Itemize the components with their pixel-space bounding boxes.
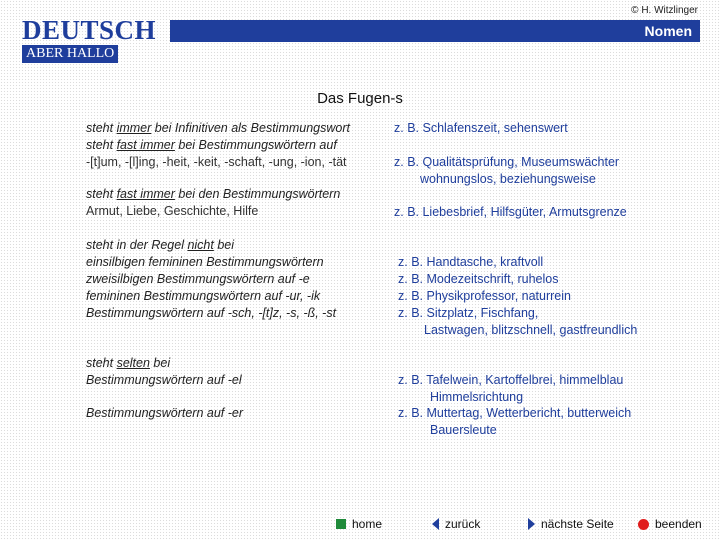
home-square-icon	[336, 519, 346, 529]
section-band	[170, 20, 700, 42]
section-title: Nomen	[644, 23, 692, 39]
back-button[interactable]	[432, 517, 480, 531]
example-line: z. B. Muttertag, Wetterbericht, butterweich	[398, 406, 632, 420]
back-label: zurück	[445, 517, 481, 531]
rule-line: Armut, Liebe, Geschichte, Hilfe	[86, 204, 259, 218]
example-line: Lastwagen, blitzschnell, gastfreundlich	[424, 323, 638, 337]
example-line: z. B. Schlafenszeit, sehenswert	[394, 121, 568, 135]
logo	[22, 17, 156, 63]
rule-block-5	[86, 405, 243, 422]
exit-label: beenden	[655, 517, 702, 531]
example-block-6	[398, 405, 631, 439]
copyright: © H. Witzlinger	[631, 5, 698, 16]
exit-button[interactable]	[638, 517, 702, 531]
rule-line: steht selten bei	[86, 356, 171, 370]
rule-line: steht immer bei Infinitiven als Bestimmungswort	[86, 121, 350, 135]
page-title: Das Fugen-s	[317, 90, 403, 107]
rule-line: Bestimmungswörtern auf -el	[86, 373, 242, 387]
example-line: Himmelsrichtung	[430, 390, 524, 404]
rule-line: steht fast immer bei Bestimmungswörtern auf	[86, 138, 337, 152]
arrow-left-icon	[432, 518, 439, 530]
example-line: z. B. Physikprofessor, naturrein	[398, 289, 571, 303]
example-block-4	[398, 254, 637, 339]
example-block-2	[394, 154, 619, 188]
example-block-1	[394, 120, 568, 137]
example-line: z. B. Liebesbrief, Hilfsgüter, Armutsgrenze	[394, 205, 627, 219]
rule-line: steht fast immer bei den Bestimmungswörtern	[86, 187, 341, 201]
arrow-right-icon	[528, 518, 535, 530]
rule-block-4	[86, 355, 242, 389]
rule-block-1	[86, 120, 350, 171]
logo-title: DEUTSCH	[22, 15, 157, 45]
rule-block-2	[86, 186, 340, 220]
rule-block-3	[86, 237, 336, 322]
example-block-5	[398, 372, 623, 406]
next-button[interactable]	[528, 517, 614, 531]
home-button[interactable]	[336, 517, 382, 531]
example-line: z. B. Handtasche, kraftvoll	[398, 255, 544, 269]
rule-line: -[t]um, -[l]ing, -heit, -keit, -schaft, -ung, -ion, -tät	[86, 155, 347, 169]
example-line: z. B. Tafelwein, Kartoffelbrei, himmelblau	[398, 373, 624, 387]
rule-line: einsilbigen femininen Bestimmungswörtern	[86, 255, 324, 269]
next-label: nächste Seite	[541, 517, 614, 531]
example-line: Bauersleute	[430, 423, 497, 437]
example-line: z. B. Qualitätsprüfung, Museumswächter	[394, 155, 620, 169]
rule-line: steht in der Regel nicht bei	[86, 238, 235, 252]
rule-line: zweisilbigen Bestimmungswörtern auf -e	[86, 272, 310, 286]
example-line: z. B. Modezeitschrift, ruhelos	[398, 272, 559, 286]
rule-line: Bestimmungswörtern auf -er	[86, 406, 244, 420]
logo-subtitle: ABER HALLO	[22, 45, 118, 63]
rule-line: Bestimmungswörtern auf -sch, -[t]z, -s, -ß, -st	[86, 306, 337, 320]
rule-line: femininen Bestimmungswörtern auf -ur, -ik	[86, 289, 321, 303]
exit-dot-icon	[638, 519, 649, 530]
example-line: z. B. Sitzplatz, Fischfang,	[398, 306, 539, 320]
example-line: wohnungslos, beziehungsweise	[420, 172, 596, 186]
home-label: home	[352, 517, 383, 531]
example-block-3	[394, 204, 627, 221]
